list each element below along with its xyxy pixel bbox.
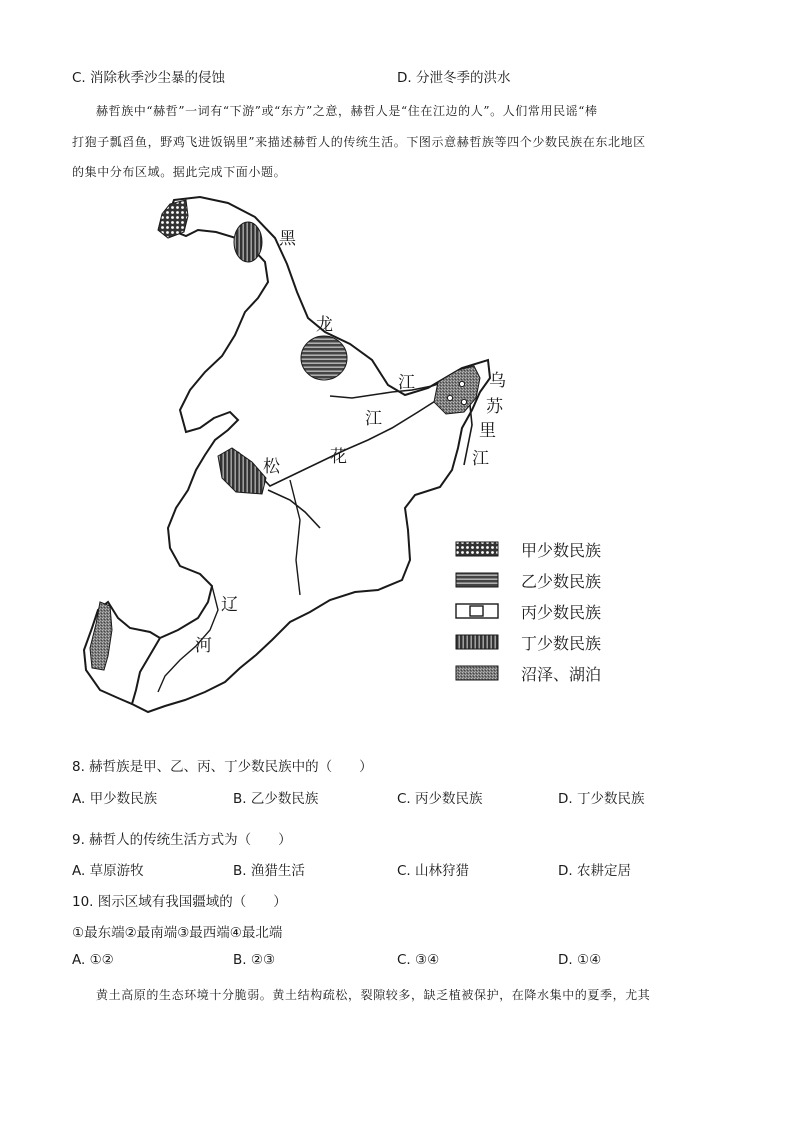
intro-line-3: 的集中分布区域。据此完成下面小题。 xyxy=(72,165,287,179)
legend-swatch-ding xyxy=(456,635,498,649)
q10-stem: 10. 图示区域有我国疆域的（ ） xyxy=(72,894,287,910)
label-jiang-2: 江 xyxy=(365,409,382,429)
q9-option-a: A. 草原游牧 xyxy=(72,863,144,879)
q9-option-c: C. 山林狩猎 xyxy=(397,863,470,879)
label-hei: 黑 xyxy=(279,229,296,249)
area-marsh-west xyxy=(90,602,112,670)
label-liao: 辽 xyxy=(221,595,238,615)
q10-items: ①最东端②最南端③最西端④最北端 xyxy=(72,925,283,941)
bing-marker-1 xyxy=(459,381,464,386)
q10-option-d: D. ①④ xyxy=(558,952,602,968)
label-su: 苏 xyxy=(486,397,503,417)
label-hua: 花 xyxy=(330,447,347,467)
q10-option-c: C. ③④ xyxy=(397,952,440,968)
label-song: 松 xyxy=(263,457,280,477)
legend-swatch-marsh xyxy=(456,666,498,680)
region-outline xyxy=(132,197,490,712)
legend xyxy=(456,541,601,684)
q8-option-a: A. 甲少数民族 xyxy=(72,791,158,807)
area-yi xyxy=(301,336,347,380)
q8-option-c: C. 丙少数民族 xyxy=(397,791,483,807)
option-d-prev: D. 分泄冬季的洪水 xyxy=(397,70,511,86)
q8-option-b: B. 乙少数民族 xyxy=(233,791,319,807)
wusuli-river xyxy=(464,405,472,465)
q9-option-d: D. 农耕定居 xyxy=(558,863,631,879)
label-wu: 乌 xyxy=(489,371,506,391)
legend-swatch-jia xyxy=(456,542,498,556)
area-jia xyxy=(158,200,188,238)
label-he: 河 xyxy=(195,636,212,656)
bing-marker-2 xyxy=(447,395,452,400)
q10-option-a: A. ①② xyxy=(72,952,114,968)
area-ding-north xyxy=(234,222,262,262)
area-ding-west xyxy=(218,448,266,494)
intro-line-2: 打狍子瓢舀鱼，野鸡飞进饭锅里”来描述赫哲人的传统生活。下图示意赫哲族等四个少数民族在东北地区 xyxy=(72,135,646,149)
legend-label-ding: 丁少数民族 xyxy=(521,634,602,653)
q8-option-d: D. 丁少数民族 xyxy=(558,791,645,807)
next-paragraph-line: 黄土高原的生态环境十分脆弱。黄土结构疏松，裂隙较多，缺乏植被保护，在降水集中的夏季，尤其 xyxy=(96,988,651,1002)
q9-option-b: B. 渔猎生活 xyxy=(233,863,305,879)
legend-label-marsh: 沼泽、湖泊 xyxy=(521,665,602,684)
legend-label-bing: 丙少数民族 xyxy=(521,603,602,622)
label-jiang-1: 江 xyxy=(398,373,415,393)
bing-marker-3 xyxy=(461,399,466,404)
label-long: 龙 xyxy=(316,315,333,335)
label-jiang-3: 江 xyxy=(472,449,489,469)
legend-label-jia: 甲少数民族 xyxy=(521,541,602,560)
label-li: 里 xyxy=(479,421,496,441)
river-south xyxy=(290,480,300,595)
q9-stem: 9. 赫哲人的传统生活方式为（ ） xyxy=(72,832,292,848)
option-c-prev: C. 消除秋季沙尘暴的侵蚀 xyxy=(72,70,226,86)
legend-swatch-yi xyxy=(456,573,498,587)
legend-label-yi: 乙少数民族 xyxy=(521,572,602,591)
q10-option-b: B. ②③ xyxy=(233,952,276,968)
intro-line-1: 赫哲族中“赫哲”一词有“下游”或“东方”之意，赫哲人是“住在江边的人”。人们常用民谣“棒 xyxy=(96,104,598,118)
q8-stem: 8. 赫哲族是甲、乙、丙、丁少数民族中的（ ） xyxy=(72,759,373,775)
